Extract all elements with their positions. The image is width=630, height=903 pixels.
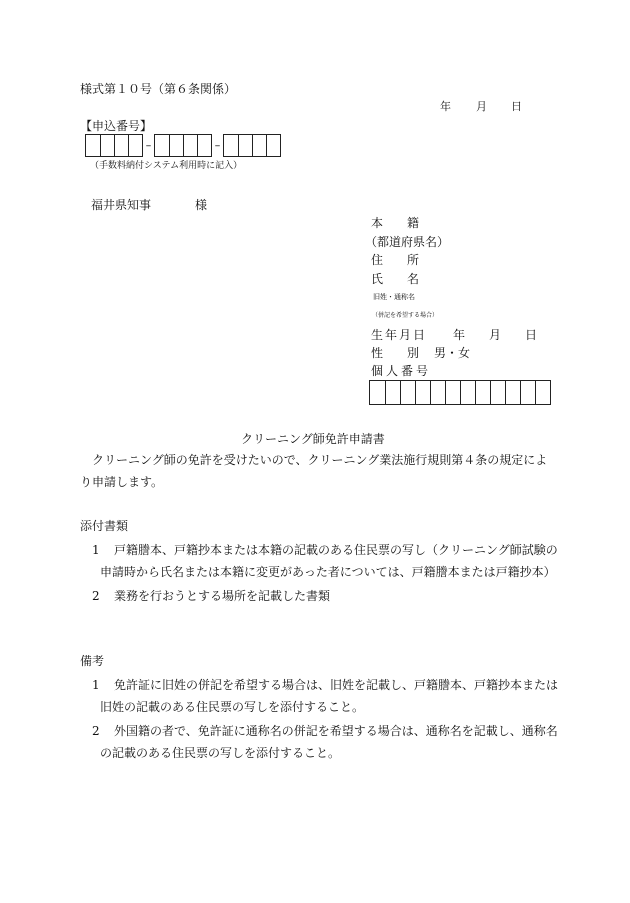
digit-box[interactable] — [490, 381, 505, 404]
prefecture-label: （都道府県名） — [365, 235, 450, 249]
attachment-1-line-2: 申請時から氏名または本籍に変更があった者については、戸籍謄本または戸籍抄本） — [100, 565, 556, 579]
digit-box[interactable] — [266, 135, 280, 156]
attachments-heading: 添付書類 — [80, 519, 129, 533]
digit-box[interactable] — [475, 381, 490, 404]
digit-box[interactable] — [415, 381, 430, 404]
birth-year-label: 年 — [453, 328, 466, 342]
statement-line-2: り申請します。 — [80, 475, 164, 489]
digit-box[interactable] — [445, 381, 460, 404]
statement-line-1: クリーニング師の免許を受けたいので、クリーニング業法施行規則第４条の規定によ — [92, 453, 548, 467]
digit-box[interactable] — [183, 135, 197, 156]
digit-box[interactable] — [430, 381, 445, 404]
former-name-label: 旧姓・通称名 — [373, 293, 415, 301]
application-number-separator: – — [145, 139, 152, 152]
digit-box[interactable] — [86, 135, 100, 156]
document-title: クリーニング師免許申請書 — [241, 432, 385, 446]
name-label: 氏 名 — [371, 272, 420, 286]
attachment-2-line-1: 業務を行おうとする場所を記載した書類 — [114, 589, 331, 603]
application-number-boxes[interactable] — [85, 134, 281, 157]
application-number-group-3[interactable] — [223, 134, 281, 157]
attachment-1-number: 1 — [92, 543, 100, 557]
digit-box[interactable] — [197, 135, 211, 156]
remark-2-number: 2 — [92, 724, 100, 738]
former-name-note: （併記を希望する場合） — [372, 312, 439, 319]
application-number-separator: – — [214, 139, 221, 152]
digit-box[interactable] — [385, 381, 400, 404]
birth-day-label: 日 — [525, 328, 538, 342]
digit-box[interactable] — [252, 135, 266, 156]
addressee-honorific: 様 — [195, 198, 208, 212]
remark-2-line-2: の記載のある住民票の写しを添付すること。 — [100, 746, 341, 760]
attachment-2-number: 2 — [92, 589, 100, 603]
digit-box[interactable] — [370, 381, 385, 404]
date-day-label: 日 — [511, 100, 522, 113]
remarks-heading: 備考 — [80, 654, 105, 668]
digit-box[interactable] — [114, 135, 128, 156]
date-year-label: 年 — [440, 100, 451, 113]
birth-label: 生年月日 — [371, 328, 428, 342]
remark-1-number: 1 — [92, 678, 100, 692]
digit-box[interactable] — [520, 381, 535, 404]
digit-box[interactable] — [128, 135, 142, 156]
personal-number-label: 個人番号 — [371, 364, 432, 378]
digit-box[interactable] — [400, 381, 415, 404]
addressee-name: 福井県知事 — [91, 198, 152, 212]
digit-box[interactable] — [535, 381, 550, 404]
personal-number-boxes[interactable] — [369, 380, 551, 405]
remark-1-line-2: 旧姓の記載のある住民票の写しを添付すること。 — [100, 700, 365, 714]
date-month-label: 月 — [476, 100, 487, 113]
digit-box[interactable] — [169, 135, 183, 156]
application-number-group-2[interactable] — [154, 134, 212, 157]
digit-box[interactable] — [460, 381, 475, 404]
application-number-label: 【申込番号】 — [80, 119, 153, 133]
remark-2-line-1: 外国籍の者で、免許証に通称名の併記を希望する場合は、通称名を記載し、通称名 — [114, 724, 558, 738]
digit-box[interactable] — [224, 135, 238, 156]
remark-1-line-1: 免許証に旧姓の併記を希望する場合は、旧姓を記載し、戸籍謄本、戸籍抄本または — [114, 678, 559, 692]
digit-box[interactable] — [100, 135, 114, 156]
address-label: 住 所 — [371, 253, 420, 267]
sex-label: 性 別 — [371, 346, 420, 360]
application-number-group-1[interactable] — [85, 134, 143, 157]
digit-box[interactable] — [238, 135, 252, 156]
attachment-1-line-1: 戸籍謄本、戸籍抄本または本籍の記載のある住民票の写し（クリーニング師試験の — [114, 543, 558, 557]
sex-options: 男・女 — [434, 346, 471, 360]
form-number: 様式第１０号（第６条関係） — [80, 82, 237, 96]
digit-box[interactable] — [505, 381, 520, 404]
application-number-note: （手数料納付システム利用時に記入） — [90, 161, 243, 171]
honseki-label: 本 籍 — [371, 216, 420, 230]
digit-box[interactable] — [155, 135, 169, 156]
birth-month-label: 月 — [489, 328, 502, 342]
